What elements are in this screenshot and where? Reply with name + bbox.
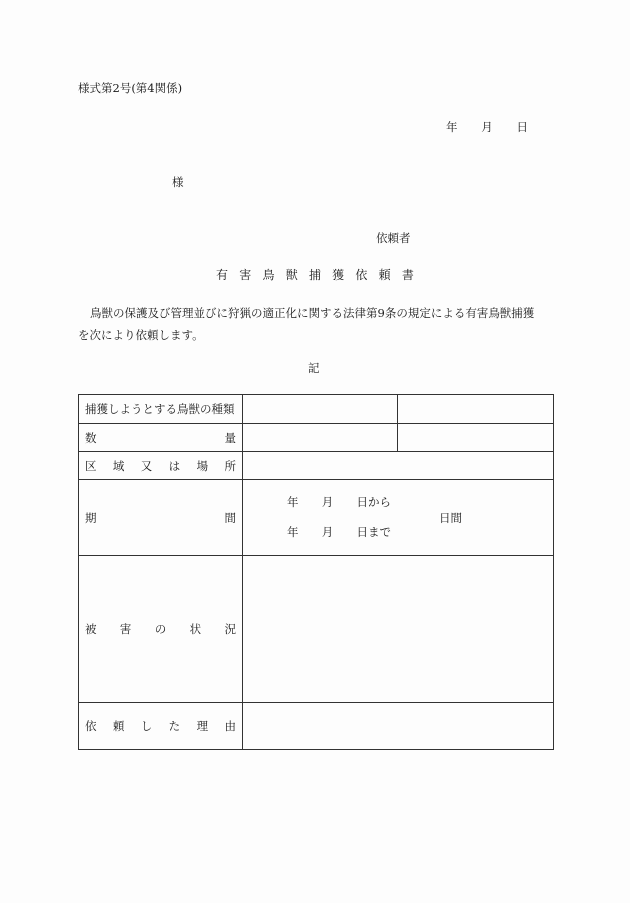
addressee-honorific: 様 [172,175,184,189]
area-input-cell[interactable] [243,452,554,480]
period-from-month: 月 [321,495,334,509]
area-label-char: 場 [196,458,209,473]
period-input-cell[interactable] [243,480,554,556]
reason-label [79,703,243,750]
reason-label-char: し [140,719,153,733]
title-char: 書 [401,268,414,282]
area-label-char: 域 [112,458,125,473]
period-from [287,494,391,510]
period-to-year: 年 [287,525,299,539]
period-row [79,480,554,556]
request-table [78,394,554,750]
species-input-cell[interactable] [243,395,398,424]
species-label-text: 捕獲しようとする鳥獣の種類 [85,402,235,416]
date-day-label: 日 [516,120,528,134]
title-char: 獲 [332,268,345,282]
damage-label-char: 況 [224,622,236,636]
period-from-year: 年 [287,495,299,509]
title-char: 鳥 [262,268,275,282]
document-title [216,266,414,283]
period-from-day: 日から [356,495,391,509]
period-label [79,480,243,556]
period-to-month: 月 [321,525,334,539]
reason-label-char: 理 [196,719,209,733]
body-line-2: を次により依頼します。 [78,328,204,342]
period-to-day: 日まで [356,525,391,539]
title-char: 頼 [378,268,391,282]
ki-heading: 記 [308,361,320,375]
period-days: 日間 [439,511,462,525]
reason-input-cell[interactable] [243,703,554,750]
body-paragraph [78,302,554,346]
quantity-row [79,424,554,452]
date-year-label: 年 [446,120,458,134]
title-char: 獣 [285,268,298,282]
area-label-char: は [168,458,181,473]
quantity-input-cell[interactable] [243,424,398,452]
title-char: 有 [216,268,229,282]
reason-label-char: 頼 [112,719,125,733]
species-label [79,395,243,424]
reason-label-char: た [168,719,181,733]
title-char: 害 [239,268,252,282]
period-label-char: 間 [224,510,236,525]
date-line [446,119,528,135]
damage-label-char: 害 [119,622,132,636]
form-number: 様式第2号(第4関係) [78,81,183,95]
period-to [287,524,391,540]
damage-label-char: 被 [85,622,97,636]
damage-label-char: 状 [189,622,202,636]
damage-label [79,556,243,703]
period-label-char: 期 [85,510,97,525]
body-line-1: 鳥獣の保護及び管理並びに狩猟の適正化に関する法律第9条の規定による有害鳥獣捕獲 [90,306,535,320]
reason-label-char: 依 [85,719,97,733]
area-label-char: 所 [224,458,236,473]
quantity-label-char: 数 [85,430,97,445]
title-char: 依 [355,268,368,282]
quantity-extra-cell[interactable] [398,424,554,452]
damage-row [79,556,554,703]
quantity-label [79,424,243,452]
quantity-label-char: 量 [224,430,236,445]
title-char: 捕 [308,268,321,282]
date-month-label: 月 [481,120,493,134]
reason-row [79,703,554,750]
area-label-char: 区 [85,458,97,473]
damage-input-cell[interactable] [243,556,554,703]
area-row [79,452,554,480]
reason-label-char: 由 [224,719,236,733]
requester-label: 依頼者 [376,231,411,245]
damage-label-char: の [154,622,167,636]
area-label-char: 又 [140,458,153,473]
area-label [79,452,243,480]
species-extra-cell[interactable] [398,395,554,424]
species-row [79,395,554,424]
